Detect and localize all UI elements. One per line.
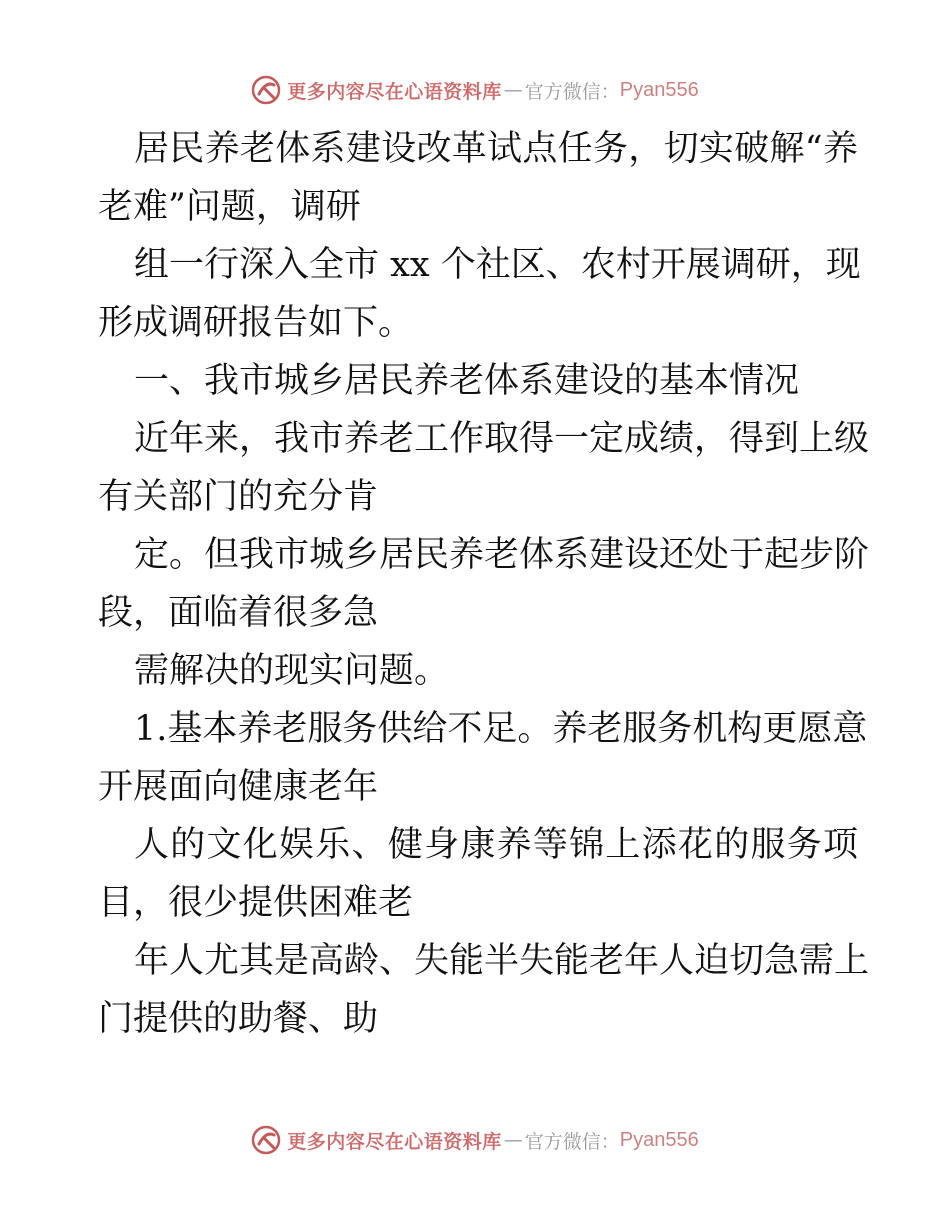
section-heading: 一、我市城乡居民养老体系建设的基本情况: [134, 361, 800, 401]
document-body: [98, 120, 870, 1048]
text-line: 居民养老体系建设改革试点任务，切实破解“养: [134, 129, 858, 169]
text-line: 近年来，我市养老工作取得一定成绩，得到上级: [134, 419, 870, 459]
text-line: 1.基本养老服务供给不足。养老服务机构更愿意: [134, 709, 868, 749]
footer-label: 官方微信：: [524, 1130, 620, 1153]
text-line: 目，很少提供困难老: [98, 883, 414, 923]
text-line: 定。但我市城乡居民养老体系建设还处于起步阶: [134, 535, 870, 575]
text-line: 开展面向健康老年: [98, 767, 379, 807]
text-line: 门提供的助餐、助: [98, 999, 379, 1039]
logo-icon: [251, 1125, 281, 1155]
text-line: 形成调研报告如下。: [98, 303, 414, 343]
text-line: 需解决的现实问题。: [134, 651, 450, 691]
footer-separator: —: [503, 1129, 523, 1151]
text-line: 有关部门的充分肯: [98, 477, 379, 517]
text-line: 人的文化娱乐、健身康养等锦上添花的服务项: [134, 825, 858, 865]
header-separator: —: [503, 79, 523, 101]
footer-contact: Pyan556: [619, 1128, 699, 1151]
text-line: 段，面临着很多急: [98, 593, 379, 633]
footer-banner: [0, 1120, 950, 1160]
text-line: 年人尤其是高龄、失能半失能老年人迫切急需上: [134, 941, 870, 981]
header-banner: [0, 70, 950, 110]
header-slogan: 更多内容尽在心语资料库: [287, 80, 502, 103]
header-contact: Pyan556: [619, 78, 699, 101]
logo-icon: [251, 75, 281, 105]
text-line: 组一行深入全市 xx 个社区、农村开展调研，现: [134, 245, 861, 285]
text-line: 老难”问题，调研: [98, 187, 361, 227]
header-label: 官方微信：: [524, 80, 620, 103]
footer-slogan: 更多内容尽在心语资料库: [287, 1130, 502, 1153]
